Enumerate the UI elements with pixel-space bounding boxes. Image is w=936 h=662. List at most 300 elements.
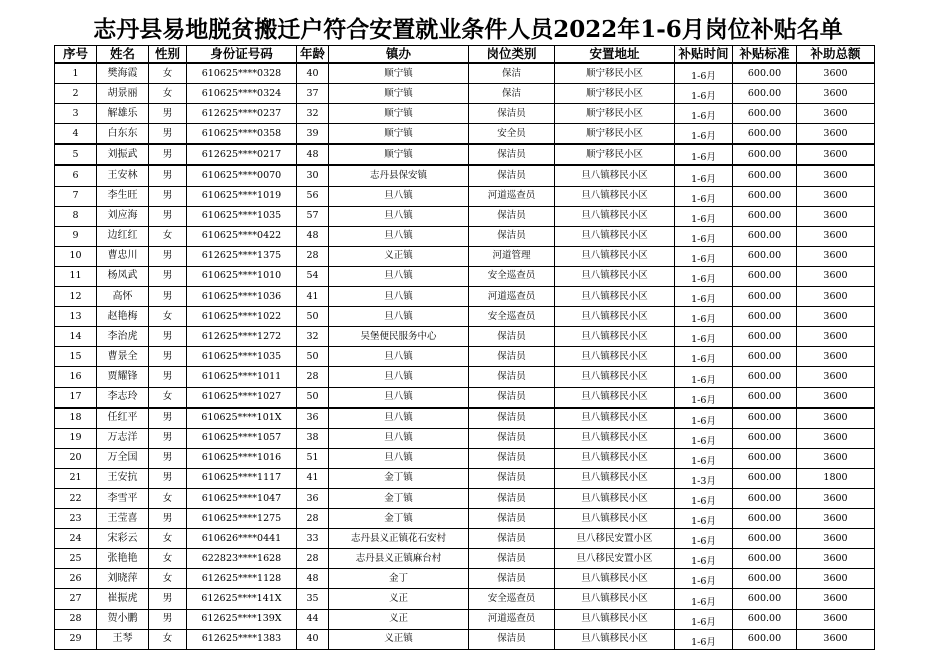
cell-gender: 男 <box>149 327 187 347</box>
cell-gender: 男 <box>149 589 187 609</box>
table-row <box>55 206 875 226</box>
cell-age: 44 <box>297 609 329 629</box>
cell-name: 刘振武 <box>97 144 149 165</box>
cell-total: 1800 <box>797 468 875 488</box>
cell-total: 3600 <box>797 144 875 165</box>
cell-name: 李志玲 <box>97 387 149 408</box>
cell-id-number: 610625****1011 <box>187 367 297 387</box>
cell-job-type: 保洁员 <box>469 387 555 408</box>
cell-standard: 600.00 <box>733 144 797 165</box>
cell-name: 曹景全 <box>97 347 149 367</box>
cell-name: 高怀 <box>97 287 149 307</box>
cell-total: 3600 <box>797 287 875 307</box>
cell-id-number: 612625****141X <box>187 589 297 609</box>
cell-gender: 女 <box>149 387 187 408</box>
cell-age: 50 <box>297 347 329 367</box>
cell-total: 3600 <box>797 246 875 266</box>
cell-total: 3600 <box>797 448 875 468</box>
table-row <box>55 609 875 629</box>
cell-name: 王安抗 <box>97 468 149 488</box>
cell-address: 顺宁移民小区 <box>555 144 675 165</box>
cell-name: 张艳艳 <box>97 549 149 569</box>
cell-id-number: 610625****0328 <box>187 63 297 84</box>
cell-name: 解雄乐 <box>97 104 149 124</box>
cell-address: 旦八镇移民小区 <box>555 569 675 589</box>
cell-address: 旦八镇移民小区 <box>555 327 675 347</box>
cell-total: 3600 <box>797 165 875 186</box>
cell-age: 48 <box>297 144 329 165</box>
cell-seq: 22 <box>55 488 97 508</box>
header-age: 年龄 <box>297 46 329 64</box>
cell-total: 3600 <box>797 549 875 569</box>
cell-seq: 21 <box>55 468 97 488</box>
cell-name: 胡景丽 <box>97 84 149 104</box>
cell-standard: 600.00 <box>733 367 797 387</box>
table-row <box>55 468 875 488</box>
table-row <box>55 408 875 429</box>
cell-period: 1-6月 <box>675 347 733 367</box>
cell-id-number: 610625****1036 <box>187 287 297 307</box>
cell-period: 1-6月 <box>675 206 733 226</box>
cell-address: 顺宁移民小区 <box>555 124 675 145</box>
cell-job-type: 保洁员 <box>469 488 555 508</box>
cell-total: 3600 <box>797 124 875 145</box>
cell-town: 顺宁镇 <box>329 104 469 124</box>
cell-age: 41 <box>297 468 329 488</box>
table-row <box>55 629 875 649</box>
cell-town: 旦八镇 <box>329 387 469 408</box>
cell-job-type: 保洁员 <box>469 165 555 186</box>
cell-period: 1-6月 <box>675 124 733 145</box>
header-standard: 补贴标准 <box>733 46 797 64</box>
cell-address: 旦八镇移民小区 <box>555 266 675 286</box>
cell-town: 顺宁镇 <box>329 144 469 165</box>
cell-address: 旦八镇移民小区 <box>555 246 675 266</box>
cell-total: 3600 <box>797 206 875 226</box>
cell-period: 1-6月 <box>675 509 733 529</box>
cell-job-type: 保洁员 <box>469 468 555 488</box>
cell-town: 旦八镇 <box>329 347 469 367</box>
cell-total: 3600 <box>797 609 875 629</box>
cell-address: 顺宁移民小区 <box>555 63 675 84</box>
cell-job-type: 河道巡查员 <box>469 609 555 629</box>
cell-age: 50 <box>297 387 329 408</box>
cell-id-number: 612625****0217 <box>187 144 297 165</box>
cell-id-number: 610625****1035 <box>187 347 297 367</box>
cell-age: 30 <box>297 165 329 186</box>
cell-seq: 25 <box>55 549 97 569</box>
cell-standard: 600.00 <box>733 448 797 468</box>
cell-job-type: 保洁员 <box>469 226 555 246</box>
header-id-number: 身份证号码 <box>187 46 297 64</box>
cell-seq: 12 <box>55 287 97 307</box>
table-row <box>55 266 875 286</box>
cell-name: 赵艳梅 <box>97 307 149 327</box>
cell-town: 旦八镇 <box>329 408 469 429</box>
document-title: 志丹县易地脱贫搬迁户符合安置就业条件人员2022年1-6月岗位补贴名单 <box>93 16 843 43</box>
cell-address: 旦八镇移民小区 <box>555 428 675 448</box>
cell-total: 3600 <box>797 629 875 649</box>
cell-name: 边红红 <box>97 226 149 246</box>
cell-total: 3600 <box>797 84 875 104</box>
cell-period: 1-6月 <box>675 246 733 266</box>
cell-total: 3600 <box>797 347 875 367</box>
cell-age: 28 <box>297 246 329 266</box>
cell-town: 金丁镇 <box>329 468 469 488</box>
table-row <box>55 509 875 529</box>
cell-address: 旦八镇移民小区 <box>555 589 675 609</box>
cell-town: 金丁镇 <box>329 488 469 508</box>
cell-gender: 男 <box>149 124 187 145</box>
cell-age: 39 <box>297 124 329 145</box>
cell-seq: 2 <box>55 84 97 104</box>
cell-total: 3600 <box>797 569 875 589</box>
cell-period: 1-6月 <box>675 226 733 246</box>
cell-gender: 女 <box>149 84 187 104</box>
cell-job-type: 保洁员 <box>469 367 555 387</box>
header-seq: 序号 <box>55 46 97 64</box>
cell-age: 36 <box>297 488 329 508</box>
cell-name: 贾耀锋 <box>97 367 149 387</box>
subsidy-table <box>54 45 875 650</box>
header-address: 安置地址 <box>555 46 675 64</box>
table-row <box>55 186 875 206</box>
cell-standard: 600.00 <box>733 186 797 206</box>
cell-town: 义正 <box>329 589 469 609</box>
cell-job-type: 保洁员 <box>469 629 555 649</box>
cell-job-type: 河道管理 <box>469 246 555 266</box>
cell-gender: 女 <box>149 549 187 569</box>
cell-age: 57 <box>297 206 329 226</box>
cell-gender: 女 <box>149 629 187 649</box>
table-row <box>55 144 875 165</box>
table-row <box>55 307 875 327</box>
cell-town: 旦八镇 <box>329 307 469 327</box>
cell-id-number: 610625****1275 <box>187 509 297 529</box>
cell-standard: 600.00 <box>733 428 797 448</box>
cell-seq: 11 <box>55 266 97 286</box>
cell-gender: 男 <box>149 509 187 529</box>
cell-total: 3600 <box>797 387 875 408</box>
cell-job-type: 保洁员 <box>469 448 555 468</box>
cell-seq: 16 <box>55 367 97 387</box>
cell-gender: 男 <box>149 186 187 206</box>
header-total: 补助总额 <box>797 46 875 64</box>
cell-standard: 600.00 <box>733 468 797 488</box>
cell-job-type: 保洁员 <box>469 408 555 429</box>
table-row <box>55 589 875 609</box>
cell-seq: 24 <box>55 529 97 549</box>
cell-age: 36 <box>297 408 329 429</box>
table-row <box>55 387 875 408</box>
cell-total: 3600 <box>797 226 875 246</box>
cell-address: 旦八镇移民小区 <box>555 347 675 367</box>
cell-gender: 男 <box>149 144 187 165</box>
cell-seq: 23 <box>55 509 97 529</box>
cell-town: 义正镇 <box>329 246 469 266</box>
cell-gender: 女 <box>149 226 187 246</box>
table-row <box>55 287 875 307</box>
cell-gender: 男 <box>149 408 187 429</box>
cell-name: 任红平 <box>97 408 149 429</box>
cell-period: 1-6月 <box>675 589 733 609</box>
cell-seq: 3 <box>55 104 97 124</box>
table-row <box>55 226 875 246</box>
header-gender: 性别 <box>149 46 187 64</box>
cell-name: 万志洋 <box>97 428 149 448</box>
header-name: 姓名 <box>97 46 149 64</box>
cell-gender: 男 <box>149 468 187 488</box>
table-body <box>55 63 875 649</box>
cell-gender: 女 <box>149 488 187 508</box>
cell-town: 旦八镇 <box>329 186 469 206</box>
cell-id-number: 612625****0237 <box>187 104 297 124</box>
cell-id-number: 610625****1057 <box>187 428 297 448</box>
cell-period: 1-6月 <box>675 165 733 186</box>
cell-town: 志丹县保安镇 <box>329 165 469 186</box>
cell-address: 旦八镇移民小区 <box>555 609 675 629</box>
cell-age: 32 <box>297 327 329 347</box>
cell-town: 义正 <box>329 609 469 629</box>
cell-id-number: 610625****1047 <box>187 488 297 508</box>
cell-id-number: 610625****1022 <box>187 307 297 327</box>
cell-name: 李生旺 <box>97 186 149 206</box>
table-row <box>55 367 875 387</box>
cell-age: 38 <box>297 428 329 448</box>
cell-town: 旦八镇 <box>329 367 469 387</box>
cell-town: 旦八镇 <box>329 287 469 307</box>
cell-town: 顺宁镇 <box>329 84 469 104</box>
cell-period: 1-6月 <box>675 63 733 84</box>
cell-standard: 600.00 <box>733 84 797 104</box>
cell-id-number: 612625****1272 <box>187 327 297 347</box>
cell-total: 3600 <box>797 488 875 508</box>
cell-town: 顺宁镇 <box>329 63 469 84</box>
cell-period: 1-6月 <box>675 629 733 649</box>
cell-gender: 女 <box>149 307 187 327</box>
header-period: 补贴时间 <box>675 46 733 64</box>
cell-period: 1-6月 <box>675 307 733 327</box>
cell-name: 王莹喜 <box>97 509 149 529</box>
cell-name: 刘应海 <box>97 206 149 226</box>
table-row <box>55 246 875 266</box>
cell-name: 宋彩云 <box>97 529 149 549</box>
cell-town: 顺宁镇 <box>329 124 469 145</box>
cell-gender: 男 <box>149 165 187 186</box>
cell-total: 3600 <box>797 104 875 124</box>
cell-address: 旦八镇移民小区 <box>555 165 675 186</box>
cell-total: 3600 <box>797 307 875 327</box>
cell-gender: 女 <box>149 529 187 549</box>
cell-town: 吴堡便民服务中心 <box>329 327 469 347</box>
cell-name: 白东东 <box>97 124 149 145</box>
cell-standard: 600.00 <box>733 629 797 649</box>
cell-period: 1-6月 <box>675 84 733 104</box>
cell-period: 1-6月 <box>675 488 733 508</box>
cell-standard: 600.00 <box>733 266 797 286</box>
cell-seq: 20 <box>55 448 97 468</box>
cell-age: 50 <box>297 307 329 327</box>
cell-job-type: 保洁员 <box>469 529 555 549</box>
cell-seq: 26 <box>55 569 97 589</box>
cell-gender: 男 <box>149 104 187 124</box>
cell-period: 1-6月 <box>675 609 733 629</box>
cell-period: 1-6月 <box>675 186 733 206</box>
cell-period: 1-6月 <box>675 104 733 124</box>
cell-standard: 600.00 <box>733 408 797 429</box>
cell-job-type: 保洁员 <box>469 509 555 529</box>
cell-standard: 600.00 <box>733 206 797 226</box>
cell-address: 顺宁移民小区 <box>555 104 675 124</box>
cell-town: 旦八镇 <box>329 448 469 468</box>
cell-gender: 男 <box>149 428 187 448</box>
cell-name: 李治虎 <box>97 327 149 347</box>
cell-seq: 19 <box>55 428 97 448</box>
cell-id-number: 610625****1027 <box>187 387 297 408</box>
cell-address: 旦八镇移民小区 <box>555 509 675 529</box>
cell-age: 56 <box>297 186 329 206</box>
cell-age: 48 <box>297 226 329 246</box>
cell-age: 41 <box>297 287 329 307</box>
cell-gender: 男 <box>149 266 187 286</box>
cell-name: 贺小鹏 <box>97 609 149 629</box>
cell-seq: 27 <box>55 589 97 609</box>
cell-standard: 600.00 <box>733 609 797 629</box>
cell-seq: 17 <box>55 387 97 408</box>
cell-seq: 9 <box>55 226 97 246</box>
cell-name: 樊海霞 <box>97 63 149 84</box>
cell-seq: 5 <box>55 144 97 165</box>
cell-id-number: 610625****1117 <box>187 468 297 488</box>
cell-id-number: 612625****1383 <box>187 629 297 649</box>
cell-period: 1-6月 <box>675 287 733 307</box>
table-row <box>55 165 875 186</box>
cell-job-type: 安全员 <box>469 124 555 145</box>
cell-period: 1-6月 <box>675 569 733 589</box>
cell-total: 3600 <box>797 266 875 286</box>
table-row <box>55 569 875 589</box>
cell-id-number: 610625****1010 <box>187 266 297 286</box>
cell-standard: 600.00 <box>733 488 797 508</box>
cell-address: 旦八镇移民小区 <box>555 307 675 327</box>
cell-job-type: 保洁员 <box>469 347 555 367</box>
cell-job-type: 河道巡查员 <box>469 186 555 206</box>
cell-period: 1-6月 <box>675 144 733 165</box>
cell-age: 33 <box>297 529 329 549</box>
cell-age: 40 <box>297 629 329 649</box>
table-row <box>55 529 875 549</box>
cell-id-number: 610625****1016 <box>187 448 297 468</box>
table-row <box>55 124 875 145</box>
cell-address: 旦八镇移民小区 <box>555 468 675 488</box>
cell-age: 28 <box>297 367 329 387</box>
cell-period: 1-6月 <box>675 428 733 448</box>
cell-seq: 18 <box>55 408 97 429</box>
cell-age: 40 <box>297 63 329 84</box>
table-row <box>55 84 875 104</box>
cell-age: 32 <box>297 104 329 124</box>
cell-standard: 600.00 <box>733 569 797 589</box>
cell-seq: 14 <box>55 327 97 347</box>
cell-name: 王安林 <box>97 165 149 186</box>
cell-gender: 男 <box>149 609 187 629</box>
cell-name: 万全国 <box>97 448 149 468</box>
cell-standard: 600.00 <box>733 347 797 367</box>
header-row <box>55 46 875 64</box>
cell-age: 28 <box>297 549 329 569</box>
cell-id-number: 612625****1375 <box>187 246 297 266</box>
cell-standard: 600.00 <box>733 589 797 609</box>
cell-standard: 600.00 <box>733 124 797 145</box>
cell-town: 旦八镇 <box>329 428 469 448</box>
table-row <box>55 347 875 367</box>
cell-age: 35 <box>297 589 329 609</box>
cell-address: 旦八镇移民小区 <box>555 226 675 246</box>
cell-standard: 600.00 <box>733 387 797 408</box>
cell-id-number: 610625****1019 <box>187 186 297 206</box>
cell-name: 李雪平 <box>97 488 149 508</box>
cell-id-number: 610625****0324 <box>187 84 297 104</box>
table-row <box>55 63 875 84</box>
cell-gender: 男 <box>149 206 187 226</box>
cell-job-type: 安全巡查员 <box>469 589 555 609</box>
cell-address: 旦八移民安置小区 <box>555 549 675 569</box>
table-row <box>55 428 875 448</box>
table-row <box>55 104 875 124</box>
cell-age: 51 <box>297 448 329 468</box>
cell-total: 3600 <box>797 428 875 448</box>
cell-total: 3600 <box>797 327 875 347</box>
table-row <box>55 488 875 508</box>
cell-total: 3600 <box>797 408 875 429</box>
cell-job-type: 安全巡查员 <box>469 266 555 286</box>
cell-address: 旦八镇移民小区 <box>555 488 675 508</box>
cell-address: 旦八镇移民小区 <box>555 367 675 387</box>
cell-job-type: 保洁员 <box>469 327 555 347</box>
cell-id-number: 610625****1035 <box>187 206 297 226</box>
cell-id-number: 612625****1128 <box>187 569 297 589</box>
cell-seq: 29 <box>55 629 97 649</box>
cell-job-type: 河道巡查员 <box>469 287 555 307</box>
cell-name: 杨凤武 <box>97 266 149 286</box>
table-row <box>55 549 875 569</box>
cell-gender: 男 <box>149 367 187 387</box>
cell-job-type: 保洁 <box>469 63 555 84</box>
cell-id-number: 612625****139X <box>187 609 297 629</box>
cell-address: 旦八镇移民小区 <box>555 206 675 226</box>
cell-standard: 600.00 <box>733 287 797 307</box>
cell-standard: 600.00 <box>733 529 797 549</box>
cell-standard: 600.00 <box>733 246 797 266</box>
cell-address: 旦八镇移民小区 <box>555 408 675 429</box>
cell-seq: 1 <box>55 63 97 84</box>
cell-town: 志丹县义正镇麻台村 <box>329 549 469 569</box>
cell-standard: 600.00 <box>733 104 797 124</box>
cell-address: 旦八移民安置小区 <box>555 529 675 549</box>
cell-period: 1-6月 <box>675 327 733 347</box>
cell-address: 顺宁移民小区 <box>555 84 675 104</box>
cell-total: 3600 <box>797 509 875 529</box>
cell-period: 1-6月 <box>675 529 733 549</box>
cell-name: 王琴 <box>97 629 149 649</box>
cell-total: 3600 <box>797 63 875 84</box>
cell-seq: 10 <box>55 246 97 266</box>
cell-name: 曹忠川 <box>97 246 149 266</box>
cell-period: 1-6月 <box>675 549 733 569</box>
cell-town: 金丁镇 <box>329 509 469 529</box>
cell-town: 金丁 <box>329 569 469 589</box>
cell-period: 1-6月 <box>675 367 733 387</box>
